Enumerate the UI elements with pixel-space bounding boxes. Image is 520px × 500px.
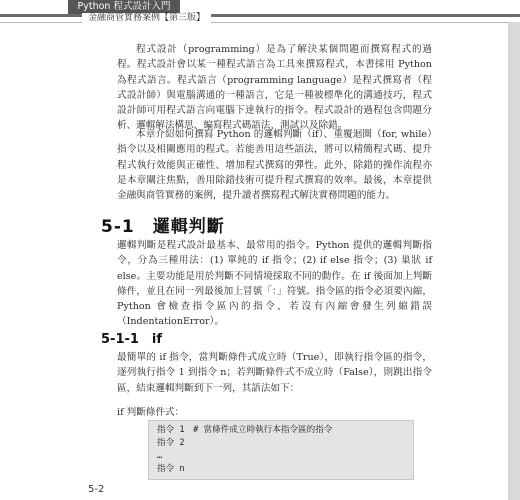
header-thin-rule — [0, 22, 520, 23]
header-rule — [0, 14, 520, 17]
code-line: … — [157, 451, 163, 461]
book-title: 金融商管實務案例【第三版】 — [82, 13, 211, 24]
if-description-paragraph: 最簡單的 if 指令，當判斷條件式成立時（True），即執行指令區的指令，逐列執行指令 1 到指令 n；若判斷條件式不成立時（False），則跳出指令區，結束邏輯判斷到下一列，其語法如下： — [117, 352, 432, 394]
code-line: 指令 2 — [157, 438, 185, 448]
code-line: 指令 1 # 當條件成立時執行本指令區的指令 — [157, 425, 333, 435]
section-heading: 5-1 邏輯判斷 — [101, 217, 225, 237]
intro-paragraph: 程式設計（programming）是為了解決某個問題而撰寫程式的過程。程式設計會以某一種程式語言為工具來撰寫程式，本書採用 Python 為程式語言。程式語言（programming language）是程式撰寫者（程式設計師）與電腦溝通的一種語言，它是一種被標準化的溝通技巧，程式設計師可用程式語言向電腦下達執行的指令。程式設計的過程包含問題分析、邏輯解法構思、編寫程式碼語法、測試以及除錯。 — [117, 44, 432, 132]
syntax-label: if 判斷條件式： — [117, 407, 185, 418]
logic-intro-paragraph: 邏輯判斷是程式設計最基本、最常用的指令。Python 提供的邏輯判斷指令，分為三種用法：(1) 單純的 if 指令；(2) if else 指令；(3) 巢狀 if else。主要功能是用於判斷不同情境採取不同的動作。在 if 後面加上判斷條件，並且在同一列最後加上冒號「：」符號。指令區的指令必須要內縮，Python 會檢查指令區內的指令，若沒有內縮會發生列縮錯誤（IndentationError）。 — [117, 240, 432, 328]
chapter-overview-paragraph: 本章介紹如何撰寫 Python 的邏輯判斷（if）、重覆迴圈（for, while）指令以及相關應用的程式。若能善用這些語法，將可以精簡程式碼、提升程式執行效能與正確性、增加程式撰寫的彈性。此外，除錯的操作流程亦是本章關注焦點，善用除錯技術可提升程式撰寫的效率。最後，本章提供金融與商管實務的案例，提升讀者撰寫程式解決實務問題的能力。 — [117, 129, 432, 202]
book-series-tab: Python 程式設計入門 — [68, 0, 180, 14]
code-block — [148, 420, 414, 480]
margin-band — [508, 22, 520, 500]
page-number: 5-2 — [88, 484, 105, 495]
subsection-heading: 5-1-1 if — [101, 332, 163, 347]
code-line: 指令 n — [157, 464, 185, 474]
